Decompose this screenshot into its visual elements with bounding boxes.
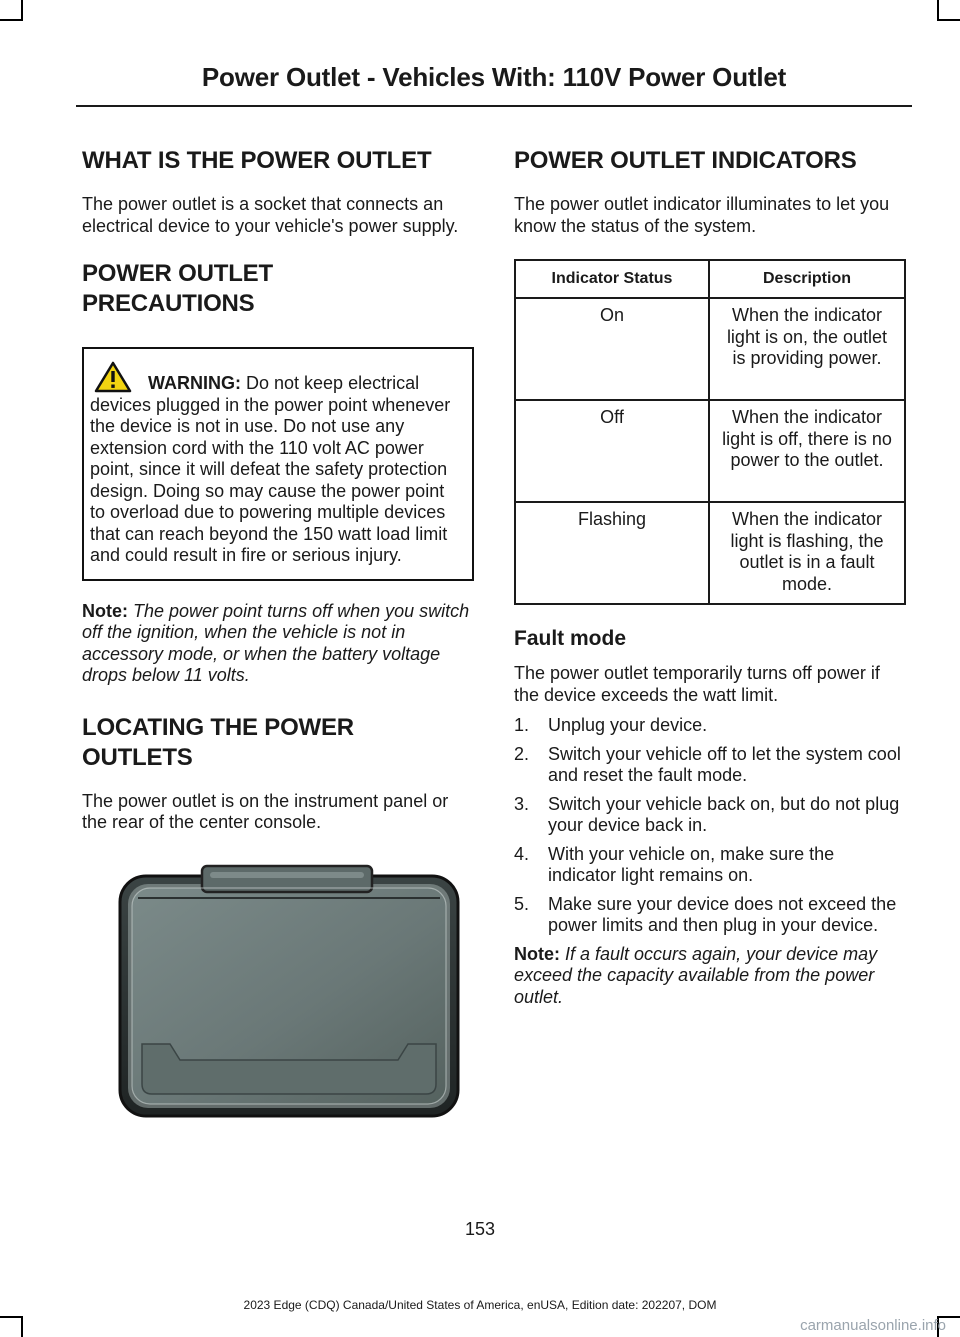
step-text: Switch your vehicle back on, but do not plug your device back in. [548, 793, 900, 835]
indicator-table [514, 259, 906, 605]
column-header-description: Description [709, 260, 905, 298]
note-text: The power point turns off when you switch off the ignition, when the vehicle is not in accessory mode, or when the battery voltage drops below 11 volts. [82, 600, 470, 685]
watermark-text: carmanualsonline.info [800, 1317, 946, 1334]
paragraph-fault-mode: The power outlet temporarily turns off power if the device exceeds the watt limit. [514, 663, 880, 705]
table-row [515, 298, 905, 400]
crop-mark [21, 0, 23, 19]
list-item [514, 794, 906, 837]
paragraph-locating: The power outlet is on the instrument panel or the rear of the center console. [82, 790, 449, 832]
step-text: With your vehicle on, make sure the indicator light remains on. [548, 843, 835, 885]
page-number: 153 [464, 1219, 496, 1239]
header-rule [76, 105, 912, 107]
warning-box [82, 347, 474, 581]
step-number: 2. [514, 743, 530, 764]
warning-text: Do not keep electrical devices plugged in the power point whenever the device is not in use. Do not use any extension cord with the 110 volt AC power point, since it will defeat the safety protection design. Doing so may cause the power point to overload due to powering multiple devices that can reach beyond the 150 watt load limit and could result in fire or serious injury. [90, 373, 451, 565]
heading-precautions-line-2: PRECAUTIONS [82, 290, 255, 317]
note-label: Note: [514, 943, 560, 964]
fault-steps-list [514, 715, 906, 937]
cell-description: When the indicator light is flashing, the outlet is in a fault mode. [709, 502, 905, 604]
warning-label: WARNING: [148, 373, 241, 393]
cell-description: When the indicator light is on, the outlet is providing power. [709, 298, 905, 400]
heading-locating-power-outlets [82, 713, 474, 773]
column-header-indicator-status: Indicator Status [515, 260, 709, 298]
note-label: Note: [82, 600, 128, 621]
list-item [514, 744, 906, 787]
list-item [514, 844, 906, 887]
step-text: Unplug your device. [548, 715, 708, 735]
paragraph-what-is-power-outlet: The power outlet is a socket that connects an electrical device to your vehicle's power supply. [82, 194, 459, 236]
crop-mark [937, 0, 939, 19]
cell-status: On [515, 298, 709, 400]
cell-status: Off [515, 400, 709, 502]
right-column [514, 146, 906, 1008]
heading-locating-line-1: LOCATING THE POWER [82, 713, 354, 741]
step-text: Switch your vehicle off to let the system cool and reset the fault mode. [548, 743, 901, 785]
note-text: If a fault occurs again, your device may exceed the capacity available from the power outlet. [514, 943, 878, 1007]
step-number: 5. [514, 893, 530, 914]
step-number: 3. [514, 793, 530, 814]
table-row [515, 502, 905, 604]
note-ignition [82, 601, 474, 687]
cell-description: When the indicator light is off, there is no power to the outlet. [709, 400, 905, 502]
heading-power-outlet-indicators: POWER OUTLET INDICATORS [514, 147, 857, 174]
footer-edition-info: 2023 Edge (CDQ) Canada/United States of America, enUSA, Edition date: 202207, DOM [243, 1298, 717, 1312]
crop-mark [21, 1316, 23, 1337]
list-item [514, 715, 906, 737]
crop-mark [0, 19, 23, 21]
table-row [515, 400, 905, 502]
paragraph-indicators: The power outlet indicator illuminates to let you know the status of the system. [514, 194, 890, 236]
crop-mark [937, 19, 960, 21]
cell-status: Flashing [515, 502, 709, 604]
heading-fault-mode: Fault mode [514, 627, 627, 650]
left-column [82, 146, 474, 1118]
crop-mark [0, 1316, 23, 1318]
step-number: 4. [514, 843, 530, 864]
heading-precautions-line-1: POWER OUTLET [82, 260, 273, 287]
page-header-title: Power Outlet - Vehicles With: 110V Power Outlet [201, 62, 787, 92]
note-fault-again [514, 944, 906, 1009]
table-header-row [515, 260, 905, 298]
warning-triangle-icon [94, 361, 132, 393]
step-number: 1. [514, 715, 530, 735]
step-text: Make sure your device does not exceed the power limits and then plug in your device. [548, 893, 897, 935]
list-item [514, 894, 906, 937]
heading-locating-line-2: OUTLETS [82, 743, 193, 771]
heading-power-outlet-precautions [82, 259, 474, 319]
heading-what-is-power-outlet: WHAT IS THE POWER OUTLET [82, 147, 432, 174]
power-outlet-cover-illustration [118, 864, 460, 1118]
